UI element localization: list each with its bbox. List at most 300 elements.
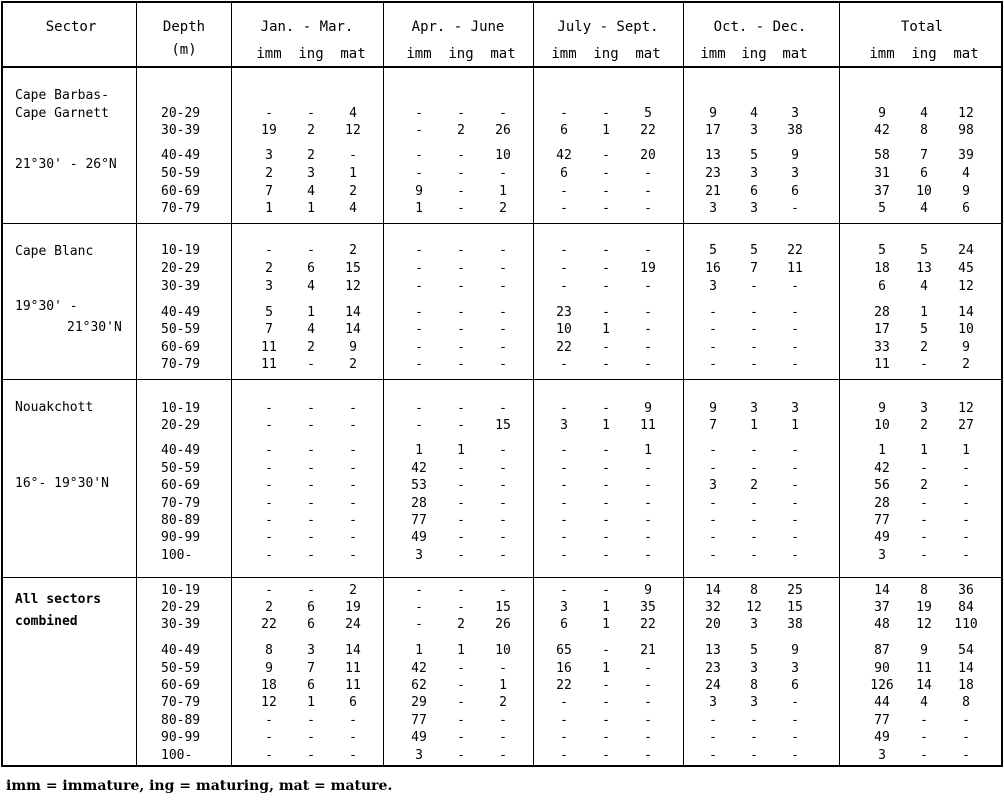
value-cell: - [499, 166, 507, 181]
value-cell: 5 [920, 322, 928, 337]
value-cell: - [560, 530, 568, 545]
value-cell: 21 [640, 643, 656, 658]
value-cell: 2 [920, 478, 928, 493]
value-cell: - [415, 305, 423, 320]
value-cell: 1 [602, 322, 610, 337]
value-cell: 3 [265, 279, 273, 294]
value-cell: 14 [874, 583, 890, 598]
value-cell: 15 [345, 261, 361, 276]
value-cell: - [644, 166, 652, 181]
value-cell: 58 [874, 148, 890, 163]
value-cell: - [602, 148, 610, 163]
value-cell: 18 [958, 678, 974, 693]
value-cell: 24 [705, 678, 721, 693]
value-cell: - [349, 496, 357, 511]
value-cell: 2 [349, 357, 357, 372]
value-cell: 54 [958, 643, 974, 658]
value-cell: 5 [878, 243, 886, 258]
value-cell: - [307, 401, 315, 416]
value-cell: 9 [791, 148, 799, 163]
depth-cell: 20-29 [161, 106, 201, 121]
value-cell: - [307, 730, 315, 745]
value-cell: - [602, 478, 610, 493]
depth-cell: 70-79 [161, 357, 201, 372]
value-cell: 3 [750, 661, 758, 676]
value-cell: 15 [495, 600, 511, 615]
value-cell: 42 [874, 461, 890, 476]
value-cell: - [644, 496, 652, 511]
value-cell: - [709, 496, 717, 511]
value-cell: - [750, 730, 758, 745]
value-cell: 2 [349, 184, 357, 199]
value-cell: 6 [791, 678, 799, 693]
value-cell: 4 [920, 279, 928, 294]
value-cell: - [307, 443, 315, 458]
value-cell: - [709, 530, 717, 545]
value-cell: 13 [705, 643, 721, 658]
value-cell: - [415, 418, 423, 433]
value-cell: 6 [962, 201, 970, 216]
value-cell: - [750, 322, 758, 337]
value-cell: 8 [750, 678, 758, 693]
value-cell: 1 [920, 305, 928, 320]
value-cell: - [750, 496, 758, 511]
value-cell: - [920, 513, 928, 528]
value-cell: 2 [307, 148, 315, 163]
value-cell: - [265, 548, 273, 563]
value-cell: 6 [750, 184, 758, 199]
value-cell: - [602, 513, 610, 528]
sub-header-imm: imm [869, 46, 895, 62]
value-cell: - [644, 305, 652, 320]
value-cell: 4 [349, 201, 357, 216]
value-cell: - [415, 123, 423, 138]
value-cell: 11 [345, 678, 361, 693]
value-cell: - [307, 583, 315, 598]
value-cell: 2 [920, 340, 928, 355]
value-cell: 2 [962, 357, 970, 372]
value-cell: - [709, 357, 717, 372]
sub-header-ing: ing [448, 46, 474, 62]
value-cell: 1 [307, 201, 315, 216]
value-cell: 28 [874, 305, 890, 320]
value-cell: - [644, 243, 652, 258]
value-cell: - [560, 461, 568, 476]
value-cell: 5 [878, 201, 886, 216]
value-cell: - [415, 401, 423, 416]
value-cell: - [307, 461, 315, 476]
value-cell: 17 [705, 123, 721, 138]
value-cell: - [750, 357, 758, 372]
depth-cell: 20-29 [161, 418, 201, 433]
value-cell: - [499, 713, 507, 728]
value-cell: 9 [709, 106, 717, 121]
value-cell: - [457, 148, 465, 163]
value-cell: - [602, 279, 610, 294]
period-header: Total [900, 19, 944, 35]
value-cell: - [415, 148, 423, 163]
data-table [1, 1, 1003, 767]
value-cell: 14 [345, 322, 361, 337]
value-cell: 2 [457, 617, 465, 632]
value-cell: 3 [791, 106, 799, 121]
value-cell: - [560, 513, 568, 528]
value-cell: - [349, 461, 357, 476]
value-cell: - [709, 730, 717, 745]
value-cell: 2 [750, 478, 758, 493]
value-cell: - [499, 279, 507, 294]
value-cell: 2 [920, 418, 928, 433]
value-cell: - [457, 730, 465, 745]
value-cell: 9 [265, 661, 273, 676]
value-cell: - [962, 548, 970, 563]
sub-header-mat: mat [490, 46, 516, 62]
depth-cell: 30-39 [161, 123, 201, 138]
value-cell: - [750, 748, 758, 763]
value-cell: 5 [750, 643, 758, 658]
value-cell: 19 [345, 600, 361, 615]
value-cell: 12 [916, 617, 932, 632]
value-cell: - [415, 243, 423, 258]
value-cell: 77 [874, 713, 890, 728]
value-cell: 22 [261, 617, 277, 632]
value-cell: - [349, 548, 357, 563]
value-cell: - [415, 261, 423, 276]
value-cell: 98 [958, 123, 974, 138]
value-cell: 2 [499, 695, 507, 710]
value-cell: - [602, 106, 610, 121]
value-cell: 3 [415, 748, 423, 763]
value-cell: - [457, 695, 465, 710]
value-cell: 1 [602, 661, 610, 676]
value-cell: - [265, 443, 273, 458]
value-cell: - [307, 748, 315, 763]
value-cell: 2 [265, 261, 273, 276]
value-cell: 11 [261, 340, 277, 355]
value-cell: 16 [556, 661, 572, 676]
value-cell: 3 [709, 201, 717, 216]
value-cell: - [602, 643, 610, 658]
value-cell: - [499, 401, 507, 416]
value-cell: 9 [349, 340, 357, 355]
value-cell: 7 [750, 261, 758, 276]
value-cell: 5 [709, 243, 717, 258]
value-cell: 1 [499, 678, 507, 693]
value-cell: 3 [750, 201, 758, 216]
value-cell: 12 [958, 106, 974, 121]
value-cell: 22 [556, 340, 572, 355]
depth-cell: 10-19 [161, 243, 201, 258]
sub-header-imm: imm [406, 46, 432, 62]
value-cell: 77 [411, 713, 427, 728]
value-cell: - [415, 166, 423, 181]
sector-label: Cape Blanc [15, 244, 94, 259]
value-cell: - [644, 748, 652, 763]
value-cell: 5 [265, 305, 273, 320]
value-cell: - [709, 748, 717, 763]
value-cell: - [750, 530, 758, 545]
value-cell: - [499, 106, 507, 121]
value-cell: 9 [878, 106, 886, 121]
value-cell: 1 [791, 418, 799, 433]
depth-cell: 100- [161, 748, 193, 763]
value-cell: - [560, 279, 568, 294]
value-cell: 5 [750, 148, 758, 163]
value-cell: - [457, 496, 465, 511]
value-cell: 1 [265, 201, 273, 216]
value-cell: 6 [920, 166, 928, 181]
value-cell: 12 [345, 279, 361, 294]
value-cell: 5 [920, 243, 928, 258]
value-cell: - [644, 357, 652, 372]
value-cell: 36 [958, 583, 974, 598]
value-cell: 1 [307, 695, 315, 710]
value-cell: - [265, 496, 273, 511]
sub-header-mat: mat [340, 46, 366, 62]
value-cell: - [560, 106, 568, 121]
depth-cell: 90-99 [161, 730, 201, 745]
value-cell: 12 [958, 401, 974, 416]
value-cell: - [602, 401, 610, 416]
value-cell: 22 [640, 617, 656, 632]
value-cell: 6 [560, 166, 568, 181]
value-cell: - [499, 530, 507, 545]
sub-header-mat: mat [635, 46, 661, 62]
value-cell: 8 [920, 583, 928, 598]
value-cell: - [457, 340, 465, 355]
value-cell: - [920, 748, 928, 763]
value-cell: - [457, 678, 465, 693]
value-cell: 9 [878, 401, 886, 416]
value-cell: - [457, 279, 465, 294]
period-header: July - Sept. [557, 19, 659, 35]
value-cell: 23 [705, 661, 721, 676]
value-cell: 62 [411, 678, 427, 693]
value-cell: 2 [499, 201, 507, 216]
value-cell: - [709, 548, 717, 563]
value-cell: - [644, 478, 652, 493]
value-cell: 16 [705, 261, 721, 276]
value-cell: - [265, 243, 273, 258]
value-cell: - [560, 261, 568, 276]
value-cell: 27 [958, 418, 974, 433]
value-cell: - [962, 496, 970, 511]
value-cell: 7 [920, 148, 928, 163]
value-cell: 87 [874, 643, 890, 658]
value-cell: - [499, 443, 507, 458]
value-cell: 3 [878, 548, 886, 563]
value-cell: - [791, 695, 799, 710]
value-cell: 11 [261, 357, 277, 372]
value-cell: 19 [916, 600, 932, 615]
sector-latitude: 19°30' - [15, 299, 78, 314]
depth-cell: 30-39 [161, 617, 201, 632]
value-cell: 6 [349, 695, 357, 710]
sector-latitude: 21°30' - 26°N [15, 157, 117, 172]
value-cell: 10 [916, 184, 932, 199]
value-cell: 6 [307, 678, 315, 693]
value-cell: 110 [954, 617, 978, 632]
value-cell: 9 [791, 643, 799, 658]
value-cell: 4 [962, 166, 970, 181]
value-cell: 11 [916, 661, 932, 676]
value-cell: 8 [920, 123, 928, 138]
value-cell: - [457, 713, 465, 728]
value-cell: - [349, 748, 357, 763]
value-cell: - [602, 548, 610, 563]
value-cell: - [560, 730, 568, 745]
value-cell: 37 [874, 600, 890, 615]
value-cell: 9 [415, 184, 423, 199]
value-cell: - [307, 548, 315, 563]
value-cell: 32 [705, 600, 721, 615]
value-cell: - [709, 713, 717, 728]
value-cell: - [499, 548, 507, 563]
value-cell: - [709, 461, 717, 476]
column-divider [683, 3, 684, 765]
sector-label: All sectors [15, 592, 102, 607]
value-cell: - [644, 340, 652, 355]
value-cell: 38 [787, 123, 803, 138]
value-cell: - [920, 713, 928, 728]
value-cell: 1 [457, 643, 465, 658]
value-cell: - [457, 322, 465, 337]
value-cell: 15 [495, 418, 511, 433]
value-cell: 3 [709, 279, 717, 294]
row-divider [3, 577, 1001, 578]
value-cell: 37 [874, 184, 890, 199]
value-cell: 12 [746, 600, 762, 615]
value-cell: - [265, 401, 273, 416]
value-cell: 14 [345, 643, 361, 658]
value-cell: 49 [874, 530, 890, 545]
value-cell: - [265, 748, 273, 763]
value-cell: - [750, 713, 758, 728]
value-cell: 4 [920, 201, 928, 216]
value-cell: - [307, 243, 315, 258]
value-cell: - [560, 443, 568, 458]
value-cell: - [499, 513, 507, 528]
value-cell: - [602, 201, 610, 216]
value-cell: 20 [640, 148, 656, 163]
value-cell: 44 [874, 695, 890, 710]
value-cell: 28 [874, 496, 890, 511]
value-cell: - [644, 461, 652, 476]
period-header: Apr. - June [411, 19, 505, 35]
value-cell: 26 [495, 123, 511, 138]
value-cell: 11 [874, 357, 890, 372]
value-cell: - [920, 530, 928, 545]
value-cell: - [457, 513, 465, 528]
value-cell: 9 [962, 184, 970, 199]
depth-cell: 60-69 [161, 340, 201, 355]
value-cell: - [265, 513, 273, 528]
value-cell: 10 [495, 148, 511, 163]
value-cell: - [920, 496, 928, 511]
value-cell: 9 [962, 340, 970, 355]
value-cell: - [602, 748, 610, 763]
value-cell: - [602, 713, 610, 728]
value-cell: 7 [709, 418, 717, 433]
value-cell: - [499, 496, 507, 511]
depth-cell: 60-69 [161, 184, 201, 199]
row-divider [3, 66, 1001, 68]
column-divider [231, 3, 232, 765]
value-cell: - [457, 243, 465, 258]
value-cell: - [644, 322, 652, 337]
value-cell: - [415, 106, 423, 121]
value-cell: 6 [560, 123, 568, 138]
value-cell: - [750, 461, 758, 476]
value-cell: - [307, 106, 315, 121]
column-divider [383, 3, 384, 765]
depth-cell: 40-49 [161, 148, 201, 163]
value-cell: - [457, 548, 465, 563]
value-cell: - [560, 583, 568, 598]
value-cell: - [457, 748, 465, 763]
value-cell: - [560, 401, 568, 416]
value-cell: - [560, 748, 568, 763]
value-cell: 3 [750, 123, 758, 138]
value-cell: - [415, 340, 423, 355]
value-cell: 3 [560, 600, 568, 615]
value-cell: 14 [705, 583, 721, 598]
value-cell: 6 [560, 617, 568, 632]
value-cell: 3 [307, 643, 315, 658]
value-cell: 14 [958, 305, 974, 320]
value-cell: 6 [791, 184, 799, 199]
value-cell: 49 [411, 530, 427, 545]
value-cell: - [265, 713, 273, 728]
value-cell: - [265, 530, 273, 545]
value-cell: - [457, 106, 465, 121]
value-cell: 126 [870, 678, 894, 693]
value-cell: 42 [556, 148, 572, 163]
value-cell: 48 [874, 617, 890, 632]
value-cell: - [602, 243, 610, 258]
value-cell: 31 [874, 166, 890, 181]
depth-cell: 10-19 [161, 401, 201, 416]
value-cell: - [920, 730, 928, 745]
depth-cell: 70-79 [161, 695, 201, 710]
sector-label: combined [15, 614, 78, 629]
value-cell: - [750, 513, 758, 528]
value-cell: - [791, 357, 799, 372]
value-cell: - [349, 418, 357, 433]
value-cell: 1 [750, 418, 758, 433]
sector-label: Cape Garnett [15, 106, 109, 121]
value-cell: 26 [495, 617, 511, 632]
sub-header-mat: mat [953, 46, 979, 62]
value-cell: - [457, 305, 465, 320]
value-cell: 2 [307, 123, 315, 138]
column-divider [136, 3, 137, 765]
value-cell: - [791, 478, 799, 493]
value-cell: - [415, 600, 423, 615]
value-cell: - [265, 730, 273, 745]
value-cell: - [415, 357, 423, 372]
value-cell: - [457, 261, 465, 276]
period-header: Oct. - Dec. [713, 19, 807, 35]
value-cell: 13 [916, 261, 932, 276]
value-cell: - [560, 713, 568, 728]
value-cell: 3 [750, 695, 758, 710]
value-cell: - [457, 357, 465, 372]
value-cell: - [349, 478, 357, 493]
value-cell: 1 [499, 184, 507, 199]
value-cell: 1 [602, 123, 610, 138]
value-cell: 1 [415, 201, 423, 216]
